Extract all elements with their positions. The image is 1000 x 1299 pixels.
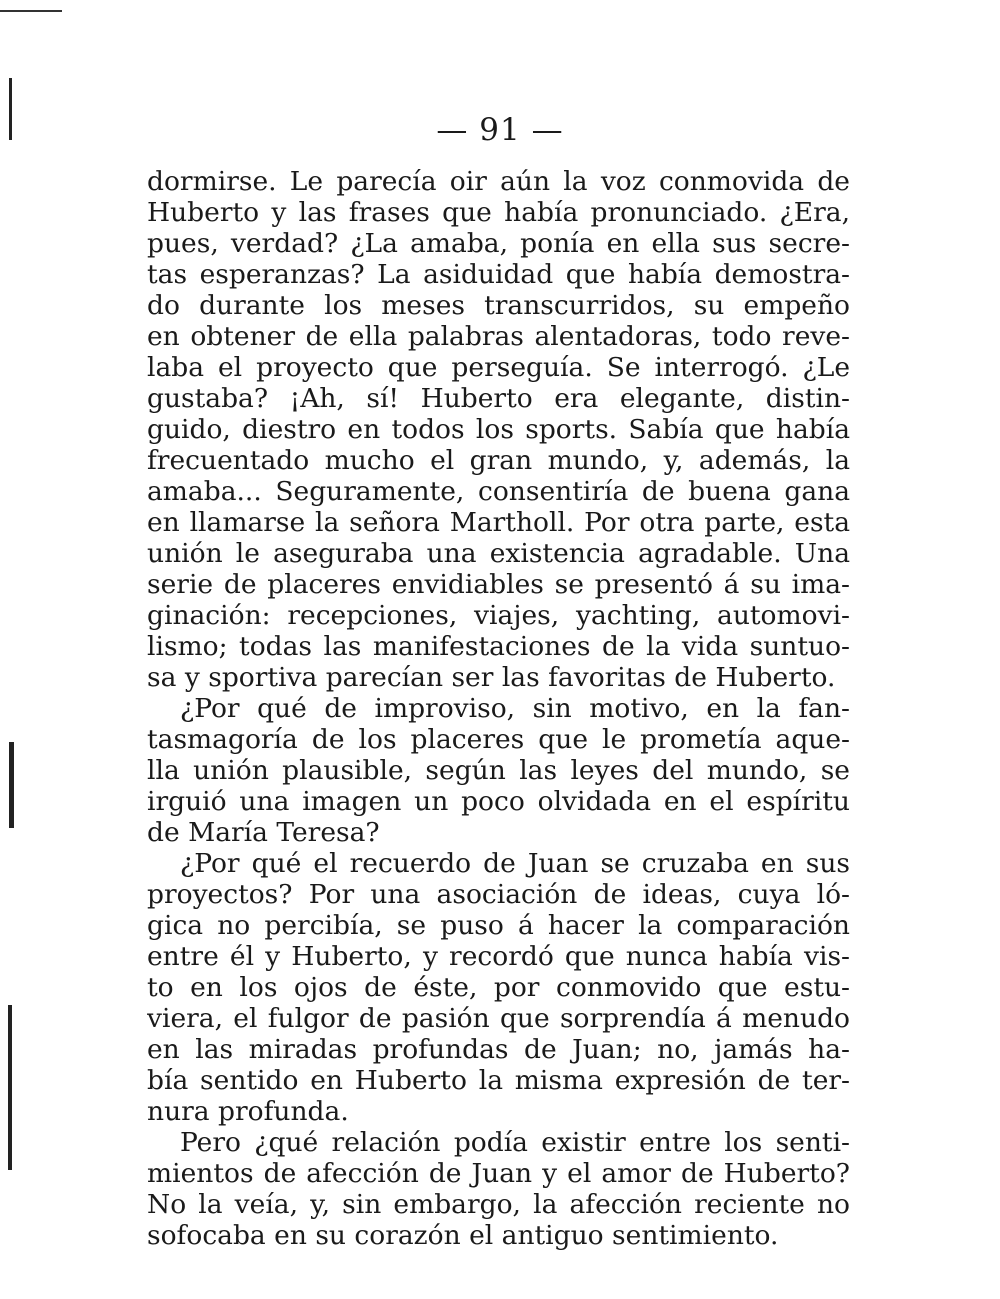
text-line: mientos de afección de Juan y el amor de Huberto? — [147, 1158, 850, 1189]
text-line: frecuentado mucho el gran mundo, y, además, la — [147, 445, 850, 476]
text-line: gica no percibía, se puso á hacer la comparación — [147, 910, 850, 941]
text-line: irguió una imagen un poco olvidada en el espíritu — [147, 786, 850, 817]
top-left-rule — [0, 10, 62, 12]
text-line: laba el proyecto que perseguía. Se interrogó. ¿Le — [147, 352, 850, 383]
text-line: No la veía, y, sin embargo, la afección reciente no — [147, 1189, 850, 1220]
text-line: bía sentido en Huberto la misma expresión de ter- — [147, 1065, 850, 1096]
text-line: ginación: recepciones, viajes, yachting, automovi- — [147, 600, 850, 631]
text-line: en llamarse la señora Martholl. Por otra parte, esta — [147, 507, 850, 538]
text-line: lla unión plausible, según las leyes del mundo, se — [147, 755, 850, 786]
text-line: en las miradas profundas de Juan; no, jamás ha- — [147, 1034, 850, 1065]
body-text — [147, 166, 850, 1251]
text-line: unión le aseguraba una existencia agradable. Una — [147, 538, 850, 569]
text-line: pues, verdad? ¿La amaba, ponía en ella sus secre- — [147, 228, 850, 259]
text-line: dormirse. Le parecía oir aún la voz conmovida de — [147, 166, 850, 197]
text-line: viera, el fulgor de pasión que sorprendía á menudo — [147, 1003, 850, 1034]
text-line: proyectos? Por una asociación de ideas, cuya ló- — [147, 879, 850, 910]
text-line: tas esperanzas? La asiduidad que había demostra- — [147, 259, 850, 290]
text-line: sa y sportiva parecían ser las favoritas de Huberto. — [147, 662, 836, 693]
text-line: serie de placeres envidiables se presentó á su ima- — [147, 569, 850, 600]
text-line: gustaba? ¡Ah, sí! Huberto era elegante, distin- — [147, 383, 850, 414]
text-line: tasmagoría de los placeres que le prometía aque- — [147, 724, 850, 755]
text-line: ¿Por qué el recuerdo de Juan se cruzaba en sus — [180, 848, 850, 879]
text-line: lismo; todas las manifestaciones de la vida suntuo- — [147, 631, 850, 662]
text-line: de María Teresa? — [147, 817, 380, 848]
page-number: — 91 — — [436, 112, 564, 148]
text-line: nura profunda. — [147, 1096, 349, 1127]
gutter-mark — [8, 1005, 12, 1170]
text-line: guido, diestro en todos los sports. Sabía que había — [147, 414, 850, 445]
text-line: Huberto y las frases que había pronunciado. ¿Era, — [147, 197, 850, 228]
text-line: amaba... Seguramente, consentiría de buena gana — [147, 476, 850, 507]
text-line: en obtener de ella palabras alentadoras, todo reve- — [147, 321, 850, 352]
text-line: entre él y Huberto, y recordó que nunca había vis- — [147, 941, 850, 972]
text-line: to en los ojos de éste, por conmovido que estu- — [147, 972, 850, 1003]
text-line: sofocaba en su corazón el antiguo sentimiento. — [147, 1220, 779, 1251]
text-line: do durante los meses transcurridos, su empeño — [147, 290, 850, 321]
text-line: Pero ¿qué relación podía existir entre los senti- — [180, 1127, 850, 1158]
gutter-mark — [9, 742, 14, 828]
text-line: ¿Por qué de improviso, sin motivo, en la fan- — [180, 693, 850, 724]
